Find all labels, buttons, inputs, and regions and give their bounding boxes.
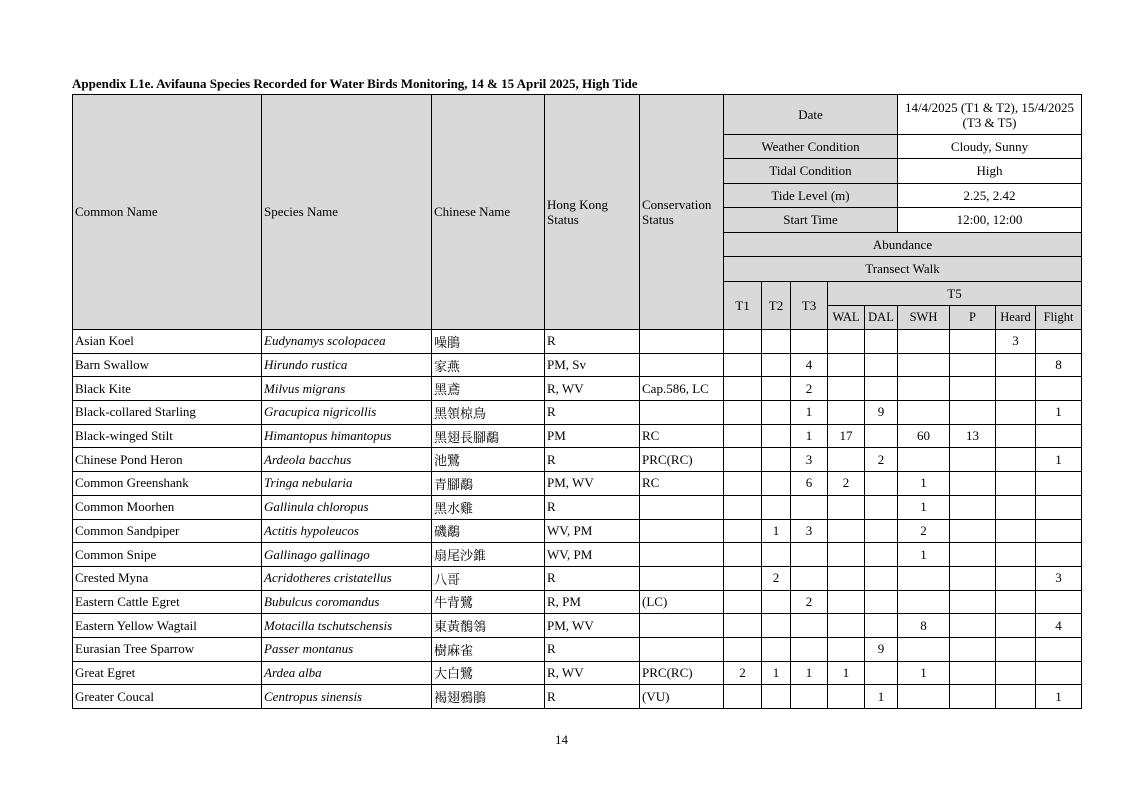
cell-t1 [724,543,762,567]
cell-heard [996,519,1036,543]
cell-species-name: Motacilla tschutschensis [262,614,432,638]
cell-conservation-status: RC [640,424,724,448]
cell-t2 [762,685,791,709]
cell-common-name: Black Kite [73,377,262,401]
cell-t2: 2 [762,566,791,590]
header-swh: SWH [898,306,950,330]
cell-p [950,401,996,425]
cell-heard [996,401,1036,425]
cell-wal [828,519,865,543]
cell-common-name: Asian Koel [73,330,262,354]
cell-hk-status: WV, PM [545,519,640,543]
cell-dal [865,566,898,590]
species-table [72,94,1082,709]
table-caption: Appendix L1e. Avifauna Species Recorded for Water Birds Monitoring, 14 & 15 April 2025, High Tide [72,76,638,91]
cell-conservation-status [640,330,724,354]
cell-t1 [724,495,762,519]
cell-hk-status: R [545,685,640,709]
cell-heard [996,661,1036,685]
cell-t3: 1 [791,401,828,425]
cell-heard [996,566,1036,590]
cell-conservation-status: PRC(RC) [640,661,724,685]
cell-p [950,353,996,377]
header-species-name: Species Name [262,95,432,330]
cell-flight: 3 [1036,566,1082,590]
tide-level-value: 2.25, 2.42 [898,184,1082,208]
cell-species-name: Passer montanus [262,637,432,661]
header-common-name: Common Name [73,95,262,330]
cell-wal [828,448,865,472]
cell-t1 [724,353,762,377]
cell-p [950,330,996,354]
header-t2: T2 [762,282,791,330]
cell-common-name: Common Greenshank [73,472,262,496]
cell-chinese-name: 噪鵑 [432,330,545,354]
weather-label: Weather Condition [724,135,898,159]
table-row [73,566,1082,590]
cell-p [950,590,996,614]
table-row [73,377,1082,401]
cell-species-name: Ardeola bacchus [262,448,432,472]
cell-chinese-name: 黑翅長腳鷸 [432,424,545,448]
cell-heard [996,637,1036,661]
cell-t3: 2 [791,377,828,401]
cell-p [950,519,996,543]
table-row [73,448,1082,472]
cell-t1 [724,472,762,496]
cell-flight [1036,519,1082,543]
cell-swh: 1 [898,495,950,519]
cell-heard [996,424,1036,448]
cell-heard [996,685,1036,709]
cell-swh: 8 [898,614,950,638]
cell-chinese-name: 大白鷺 [432,661,545,685]
cell-flight: 1 [1036,685,1082,709]
table-row [73,353,1082,377]
cell-dal: 9 [865,637,898,661]
cell-heard [996,448,1036,472]
cell-flight [1036,495,1082,519]
cell-p [950,377,996,401]
cell-species-name: Milvus migrans [262,377,432,401]
cell-t2 [762,353,791,377]
table-row [73,495,1082,519]
cell-t3: 1 [791,424,828,448]
cell-hk-status: PM [545,424,640,448]
start-time-value: 12:00, 12:00 [898,208,1082,233]
cell-wal [828,637,865,661]
cell-t3 [791,566,828,590]
header-t1: T1 [724,282,762,330]
cell-t2 [762,377,791,401]
cell-heard [996,472,1036,496]
cell-conservation-status: (VU) [640,685,724,709]
table-row [73,614,1082,638]
cell-p [950,685,996,709]
cell-species-name: Acridotheres cristatellus [262,566,432,590]
cell-t3: 2 [791,590,828,614]
cell-wal [828,495,865,519]
table-row [73,685,1082,709]
cell-p [950,495,996,519]
cell-common-name: Eurasian Tree Sparrow [73,637,262,661]
cell-wal [828,330,865,354]
cell-species-name: Gallinula chloropus [262,495,432,519]
cell-t2 [762,448,791,472]
cell-species-name: Eudynamys scolopacea [262,330,432,354]
cell-common-name: Eastern Yellow Wagtail [73,614,262,638]
cell-flight [1036,543,1082,567]
cell-wal [828,566,865,590]
cell-dal [865,519,898,543]
cell-p [950,448,996,472]
cell-t3 [791,614,828,638]
cell-p [950,614,996,638]
cell-hk-status: WV, PM [545,543,640,567]
cell-flight: 8 [1036,353,1082,377]
table-row [73,661,1082,685]
cell-common-name: Eastern Cattle Egret [73,590,262,614]
cell-dal: 2 [865,448,898,472]
cell-flight [1036,661,1082,685]
cell-heard [996,353,1036,377]
cell-species-name: Gallinago gallinago [262,543,432,567]
header-wal: WAL [828,306,865,330]
start-time-label: Start Time [724,208,898,233]
cell-conservation-status [640,401,724,425]
cell-chinese-name: 家燕 [432,353,545,377]
cell-dal: 1 [865,685,898,709]
cell-common-name: Great Egret [73,661,262,685]
cell-swh [898,330,950,354]
cell-t3: 6 [791,472,828,496]
cell-swh: 1 [898,472,950,496]
cell-dal [865,353,898,377]
cell-t1 [724,637,762,661]
header-p: P [950,306,996,330]
cell-heard [996,495,1036,519]
cell-t2 [762,472,791,496]
cell-conservation-status: (LC) [640,590,724,614]
cell-swh [898,401,950,425]
cell-t3: 4 [791,353,828,377]
cell-flight [1036,330,1082,354]
cell-dal [865,543,898,567]
cell-p [950,543,996,567]
cell-wal [828,590,865,614]
cell-t2 [762,401,791,425]
cell-dal [865,472,898,496]
cell-t3 [791,330,828,354]
cell-species-name: Centropus sinensis [262,685,432,709]
cell-hk-status: R [545,637,640,661]
cell-t2 [762,590,791,614]
header-t5: T5 [828,282,1082,306]
cell-conservation-status [640,353,724,377]
cell-p [950,637,996,661]
cell-t1 [724,590,762,614]
cell-t3 [791,637,828,661]
cell-swh [898,590,950,614]
cell-chinese-name: 扇尾沙錐 [432,543,545,567]
cell-dal: 9 [865,401,898,425]
header-chinese-name: Chinese Name [432,95,545,330]
cell-swh [898,637,950,661]
table-row [73,543,1082,567]
cell-conservation-status [640,519,724,543]
cell-t2: 1 [762,519,791,543]
cell-wal [828,401,865,425]
cell-heard [996,543,1036,567]
cell-common-name: Chinese Pond Heron [73,448,262,472]
cell-t2 [762,495,791,519]
cell-hk-status: R, PM [545,590,640,614]
cell-flight [1036,424,1082,448]
cell-swh [898,448,950,472]
cell-chinese-name: 褐翅鴉鵑 [432,685,545,709]
header-hk-status: Hong Kong Status [545,95,640,330]
cell-dal [865,330,898,354]
cell-flight [1036,590,1082,614]
cell-p [950,661,996,685]
cell-flight: 1 [1036,401,1082,425]
cell-heard [996,614,1036,638]
cell-common-name: Common Moorhen [73,495,262,519]
cell-dal [865,495,898,519]
cell-species-name: Himantopus himantopus [262,424,432,448]
date-label: Date [724,95,898,135]
cell-species-name: Ardea alba [262,661,432,685]
cell-hk-status: R [545,448,640,472]
cell-t3: 3 [791,519,828,543]
transect-walk-label: Transect Walk [724,257,1082,282]
cell-hk-status: PM, WV [545,614,640,638]
cell-chinese-name: 黑鳶 [432,377,545,401]
cell-t2 [762,614,791,638]
cell-common-name: Barn Swallow [73,353,262,377]
cell-heard [996,590,1036,614]
cell-heard [996,377,1036,401]
cell-wal [828,353,865,377]
cell-hk-status: R [545,566,640,590]
cell-t1 [724,330,762,354]
cell-chinese-name: 青腳鷸 [432,472,545,496]
cell-swh: 1 [898,543,950,567]
cell-wal [828,543,865,567]
cell-hk-status: R [545,330,640,354]
cell-flight [1036,377,1082,401]
cell-hk-status: PM, WV [545,472,640,496]
cell-t1 [724,377,762,401]
header-conservation-status: Conservation Status [640,95,724,330]
cell-conservation-status [640,495,724,519]
cell-species-name: Actitis hypoleucos [262,519,432,543]
cell-t3 [791,685,828,709]
cell-dal [865,590,898,614]
cell-conservation-status: PRC(RC) [640,448,724,472]
weather-value: Cloudy, Sunny [898,135,1082,159]
cell-hk-status: R [545,401,640,425]
cell-t1 [724,519,762,543]
table-row [73,424,1082,448]
cell-conservation-status [640,543,724,567]
cell-p [950,566,996,590]
cell-common-name: Crested Myna [73,566,262,590]
cell-wal [828,685,865,709]
cell-p [950,472,996,496]
cell-flight: 1 [1036,448,1082,472]
header-dal: DAL [865,306,898,330]
cell-wal: 1 [828,661,865,685]
cell-t2 [762,543,791,567]
cell-swh [898,377,950,401]
cell-swh: 2 [898,519,950,543]
cell-t2 [762,330,791,354]
table-row [73,472,1082,496]
cell-wal [828,377,865,401]
cell-hk-status: R [545,495,640,519]
cell-common-name: Common Snipe [73,543,262,567]
tidal-value: High [898,159,1082,184]
cell-dal [865,661,898,685]
cell-wal [828,614,865,638]
cell-t1 [724,401,762,425]
cell-dal [865,377,898,401]
cell-species-name: Tringa nebularia [262,472,432,496]
header-row-date [73,95,1082,135]
cell-hk-status: R, WV [545,377,640,401]
cell-t3: 1 [791,661,828,685]
cell-common-name: Common Sandpiper [73,519,262,543]
header-heard: Heard [996,306,1036,330]
cell-flight: 4 [1036,614,1082,638]
abundance-label: Abundance [724,233,1082,257]
cell-swh: 60 [898,424,950,448]
page-number: 14 [555,732,568,747]
cell-t1 [724,566,762,590]
tidal-label: Tidal Condition [724,159,898,184]
cell-chinese-name: 牛背鷺 [432,590,545,614]
cell-common-name: Black-collared Starling [73,401,262,425]
cell-t1 [724,448,762,472]
cell-t1 [724,424,762,448]
cell-chinese-name: 樹麻雀 [432,637,545,661]
cell-t2 [762,637,791,661]
cell-swh: 1 [898,661,950,685]
table-row [73,401,1082,425]
date-value: 14/4/2025 (T1 & T2), 15/4/2025 (T3 & T5) [898,95,1082,135]
cell-t1 [724,685,762,709]
cell-conservation-status: RC [640,472,724,496]
tide-level-label: Tide Level (m) [724,184,898,208]
cell-swh [898,353,950,377]
cell-species-name: Gracupica nigricollis [262,401,432,425]
cell-chinese-name: 八哥 [432,566,545,590]
cell-t3 [791,543,828,567]
table-row [73,330,1082,354]
cell-dal [865,424,898,448]
cell-hk-status: PM, Sv [545,353,640,377]
cell-heard: 3 [996,330,1036,354]
cell-t1 [724,614,762,638]
cell-chinese-name: 池鷺 [432,448,545,472]
cell-species-name: Bubulcus coromandus [262,590,432,614]
cell-species-name: Hirundo rustica [262,353,432,377]
cell-swh [898,685,950,709]
header-t3: T3 [791,282,828,330]
species-rows [73,330,1082,709]
cell-hk-status: R, WV [545,661,640,685]
table-row [73,519,1082,543]
cell-t2 [762,424,791,448]
cell-chinese-name: 黑領椋鳥 [432,401,545,425]
cell-wal: 17 [828,424,865,448]
cell-flight [1036,637,1082,661]
cell-t3: 3 [791,448,828,472]
cell-common-name: Greater Coucal [73,685,262,709]
cell-t2: 1 [762,661,791,685]
cell-chinese-name: 東黃鶺鴒 [432,614,545,638]
table-row [73,590,1082,614]
cell-flight [1036,472,1082,496]
cell-t3 [791,495,828,519]
cell-wal: 2 [828,472,865,496]
cell-swh [898,566,950,590]
cell-chinese-name: 黑水雞 [432,495,545,519]
table-row [73,637,1082,661]
cell-t1: 2 [724,661,762,685]
cell-conservation-status [640,614,724,638]
cell-conservation-status [640,566,724,590]
cell-conservation-status [640,637,724,661]
cell-p: 13 [950,424,996,448]
cell-common-name: Black-winged Stilt [73,424,262,448]
cell-chinese-name: 磯鷸 [432,519,545,543]
cell-dal [865,614,898,638]
header-flight: Flight [1036,306,1082,330]
cell-conservation-status: Cap.586, LC [640,377,724,401]
